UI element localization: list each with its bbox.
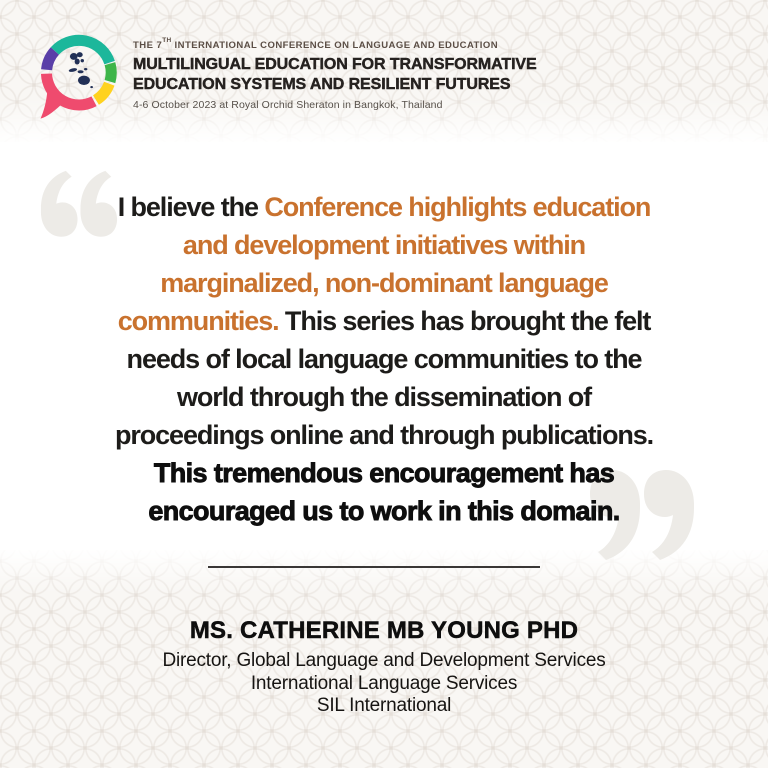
conference-title-line2: EDUCATION SYSTEMS AND RESILIENT FUTURES	[133, 75, 511, 93]
quote-segment: I believe the	[117, 192, 265, 222]
speaker-roles	[0, 650, 768, 718]
quote-line	[0, 188, 768, 226]
quote-text	[0, 188, 768, 530]
speaker-role-line: Director, Global Language and Development Services	[162, 650, 606, 671]
conference-header-text	[133, 36, 733, 112]
attribution-block	[0, 617, 768, 718]
quote-line	[0, 226, 768, 264]
logo-arc-green	[110, 64, 111, 82]
conference-edition-line: THE 7TH INTERNATIONAL CONFERENCE ON LANGUAGE AND EDUCATION	[133, 36, 499, 52]
speaker-role-line: International Language Services	[250, 672, 518, 694]
quote-line	[0, 492, 768, 530]
quote-segment: world through the dissemination of	[176, 382, 592, 412]
ordinal-superscript: TH	[162, 36, 172, 44]
conference-date-location: 4-6 October 2023 at Royal Orchid Sheraton in Bangkok, Thailand	[133, 99, 443, 112]
divider-line	[208, 566, 540, 568]
quote-segment: This series has brought the felt	[278, 306, 651, 336]
quote-segment: needs of local language communities to the	[126, 344, 642, 374]
quote-segment: encouraged us to work in this domain.	[148, 496, 620, 526]
logo-arc-purple	[47, 51, 55, 70]
quote-line	[0, 340, 768, 378]
quote-segment: This tremendous encouragement has	[153, 458, 615, 488]
conference-title-line1: MULTILINGUAL EDUCATION FOR TRANSFORMATIVE	[133, 56, 537, 74]
quote-line	[0, 302, 768, 340]
conference-logo-icon	[36, 30, 126, 122]
asia-pacific-map	[68, 52, 93, 88]
conference-title	[133, 55, 733, 94]
logo-arc-yellow	[96, 84, 109, 100]
quote-line	[0, 378, 768, 416]
quote-segment: Conference highlights education	[264, 192, 651, 222]
quote-segment: and development initiatives within	[182, 230, 586, 260]
quote-line	[0, 416, 768, 454]
speaker-role-line: SIL International	[316, 695, 452, 716]
quote-segment: communities.	[117, 306, 279, 336]
speaker-name: MS. CATHERINE MB YOUNG PHD	[189, 617, 579, 644]
quote-line	[0, 454, 768, 492]
quote-segment: proceedings online and through publications.	[114, 420, 654, 450]
quote-line	[0, 264, 768, 302]
quote-segment: marginalized, non-dominant language	[160, 268, 608, 298]
